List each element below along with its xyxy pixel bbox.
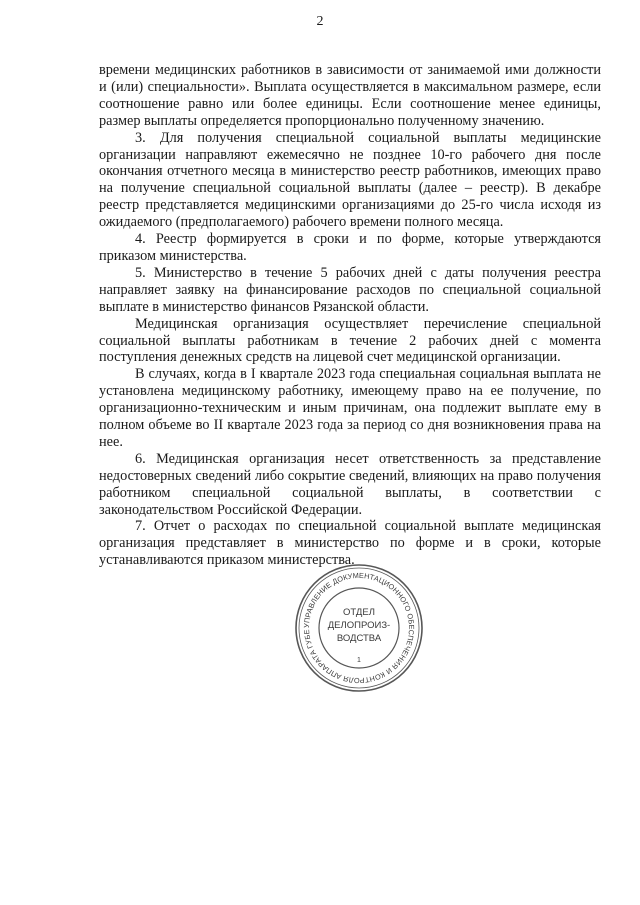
stamp-number: 1 [357, 657, 361, 664]
paragraph-3: 3. Для получения специальной социальной выплаты медицинские организации направляют ежемесячно не позднее 10-го рабочего дня после окончания отчетного месяца в министерство реестр работников, имеющих право на получение специальной социальной выплаты (далее – реестр). В декабре реестр представляется медицинскими организациями до 25-го числа исходя из ожидаемого (предполагаемого) рабочего времени полного месяца. [99, 129, 601, 231]
stamp-ring-text: УПРАВЛЕНИЕ ДОКУМЕНТАЦИОННОГО ОБЕСПЕЧЕНИЯ И КОНТРОЛЯ АППАРАТА ГУБЕ [301, 570, 417, 686]
stamp-center-line-3: ВОДСТВА [336, 633, 382, 644]
paragraph-continuation: времени медицинских работников в зависимости от занимаемой ими должности и (или) специальности». Выплата осуществляется в максимальном размере, если соотношение равно или более единицы. Если соотношение менее единицы, размер выплаты определяется пропорционально полученному значению. [99, 62, 601, 129]
page-number: 2 [316, 14, 324, 29]
stamp-seal [293, 562, 425, 694]
document-body [99, 62, 601, 569]
paragraph-5: 5. Министерство в течение 5 рабочих дней с даты получения реестра направляет заявку на финансирование расходов по специальной социальной выплате в министерство финансов Рязанской области. [99, 264, 601, 315]
paragraph-4: 4. Реестр формируется в сроки и по форме, которые утверждаются приказом министерства. [99, 231, 601, 264]
paragraph-6: 6. Медицинская организация несет ответственность за представление недостоверных сведений либо сокрытие сведений, влияющих на право получения работником специальной социальной выплаты, в соответствии с законодательством Российской Федерации. [99, 450, 601, 518]
stamp-center-line-1: ОТДЕЛ [343, 607, 375, 618]
paragraph-7: 7. Отчет о расходах по специальной социальной выплате медицинская организация представляет в министерство по форме и в сроки, которые устанавливаются приказом министерства. [99, 518, 601, 569]
office-stamp [293, 562, 425, 694]
paragraph-5-first-quarter: В случаях, когда в I квартале 2023 года специальная социальная выплата не установлена медицинскому работнику, имеющему право на ее получение, по организационно-техническим и иным причинам, она подлежит выплате ему в полном объеме во II квартале 2023 года за период со дня возникновения права на нее. [99, 366, 601, 450]
stamp-center-line-2: ДЕЛОПРОИЗ- [327, 620, 391, 631]
paragraph-5-transfer: Медицинская организация осуществляет перечисление специальной социальной выплаты работникам в течение 2 рабочих дней с момента поступления денежных средств на лицевой счет медицинской организации. [99, 315, 601, 366]
